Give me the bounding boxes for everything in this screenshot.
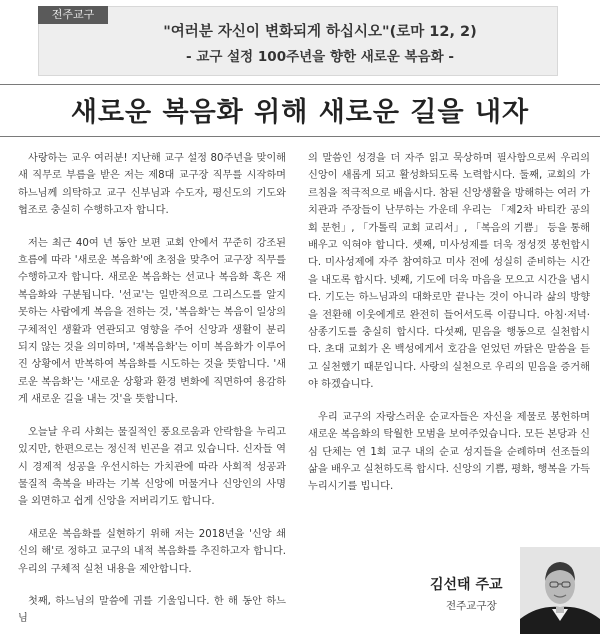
paragraph: 저는 최근 40여 년 동안 보편 교회 안에서 꾸준히 강조된 흐름에 따라 '새로운 복음화'에 초점을 맞추어 교구장 직무를 수행하고자 합니다. 새로운 복음화는 선교나 복음화 혹은 재복음화와 구분됩니다. '선교'는 일반적으로 그리스도를 알지 못하는 사람에게 복음을 전하는 것, '복음화'는 복음이 일상의 구체적인 생활과 연관되고 영향을 주어 신앙과 생활이 분리되지 않는 것을 의미하며, '재복음화'는 이미 복음화가 이루어진 상황에서 반복하여 복음화를 시도하는 것을 뜻합니다. '새로운 복음화'는 '새로운 상황과 환경 변화에 직면하여 용감하게 새로운 길을 내는 것'을 뜻합니다. <box>18 237 286 406</box>
headline-rule <box>0 136 600 137</box>
right-column <box>308 150 590 511</box>
paragraph: 첫째, 하느님의 말씀에 귀를 기울입니다. 한 해 동안 하느님 <box>18 595 286 625</box>
header-banner <box>38 6 558 76</box>
paragraph: 새로운 복음화를 실현하기 위해 저는 2018년을 '신앙 쇄신의 해'로 정하고 교구의 내적 복음화를 추진하고자 합니다. 우리의 구체적 실천 내용을 제안합니다. <box>18 528 286 575</box>
author-photo <box>520 547 600 634</box>
paragraph: 우리 교구의 자랑스러운 순교자들은 자신을 제물로 봉헌하며 새로운 복음화의 탁월한 모범을 보여주었습니다. 모든 본당과 신심 단체는 연 1회 교구 내의 순교 성지들을 순례하며 선조들의 삶을 배우고 실천하도록 합시다. 신앙의 기쁨, 평화, 행복을 가득 누리시기를 빕니다. <box>308 411 590 493</box>
paragraph: 사랑하는 교우 여러분! 지난해 교구 설정 80주년을 맞이해 새 직무로 부름을 받은 저는 제8대 교구장 직무를 시작하며 하느님께 의탁하고 교구 신부님과 수도자, 평신도의 기도와 협조로 충실히 수행하고자 합니다. <box>18 153 286 217</box>
top-rule <box>0 84 600 85</box>
scripture-verse: "여러분 자신이 변화되게 하십시오"(로마 12, 2) <box>163 24 477 40</box>
author-name: 김선태 주교 <box>430 577 503 593</box>
paragraph: 오늘날 우리 사회는 물질적인 풍요로움과 안락함을 누리고 있지만, 한편으로는 정신적 빈곤을 겪고 있습니다. 신자들 역시 경제적 성공을 우선시하는 가치관에 따라 사회적 성공과 물질적 축복을 바라는 기복 신앙에 머물거나 신앙인의 사명을 외면하고 쉽게 신앙을 저버리기도 합니다. <box>18 426 286 508</box>
paragraph: 의 말씀인 성경을 더 자주 읽고 묵상하며 필사함으로써 우리의 신앙이 새롭게 되고 활성화되도록 노력합시다. 둘째, 교회의 가르침을 적극적으로 배웁시다. 참된 신앙생활을 방해하는 여러 가치관과 주장들이 난무하는 가운데 우리는 「제2차 바티칸 공의회 문헌」, 「가톨릭 교회 교리서」, 「복음의 기쁨」 등을 통해 배우고 익혀야 합니다. 셋째, 미사성제를 더욱 정성껏 봉헌합시다. 미사성제에 자주 참여하고 미사 전에 성실히 준비하는 시간을 내도록 합시다. 넷째, 기도에 더욱 마음을 모으고 시간을 냅시다. 기도는 하느님과의 대화로만 끝나는 것이 아니라 삶의 방향을 전환해 이웃에게로 완전히 들어서도록 이끕니다. 아침·저녁·삼종기도를 충실히 합시다. 다섯째, 믿음을 행동으로 실천합시다. 초대 교회가 온 백성에게서 호감을 얻었던 까닭은 말씀을 듣고 실천했기 때문입니다. 사랑의 실천으로 우리의 믿음을 증거해야 하겠습니다. <box>308 153 590 391</box>
author-title: 전주교구장 <box>446 600 497 612</box>
headline: 새로운 복음화 위해 새로운 길을 내자 <box>70 97 530 128</box>
portrait-image <box>520 547 600 634</box>
banner-subtitle: - 교구 설정 100주년을 향한 새로운 복음화 - <box>186 49 454 65</box>
left-column <box>18 150 286 643</box>
diocese-tag: 전주교구 <box>38 6 108 24</box>
